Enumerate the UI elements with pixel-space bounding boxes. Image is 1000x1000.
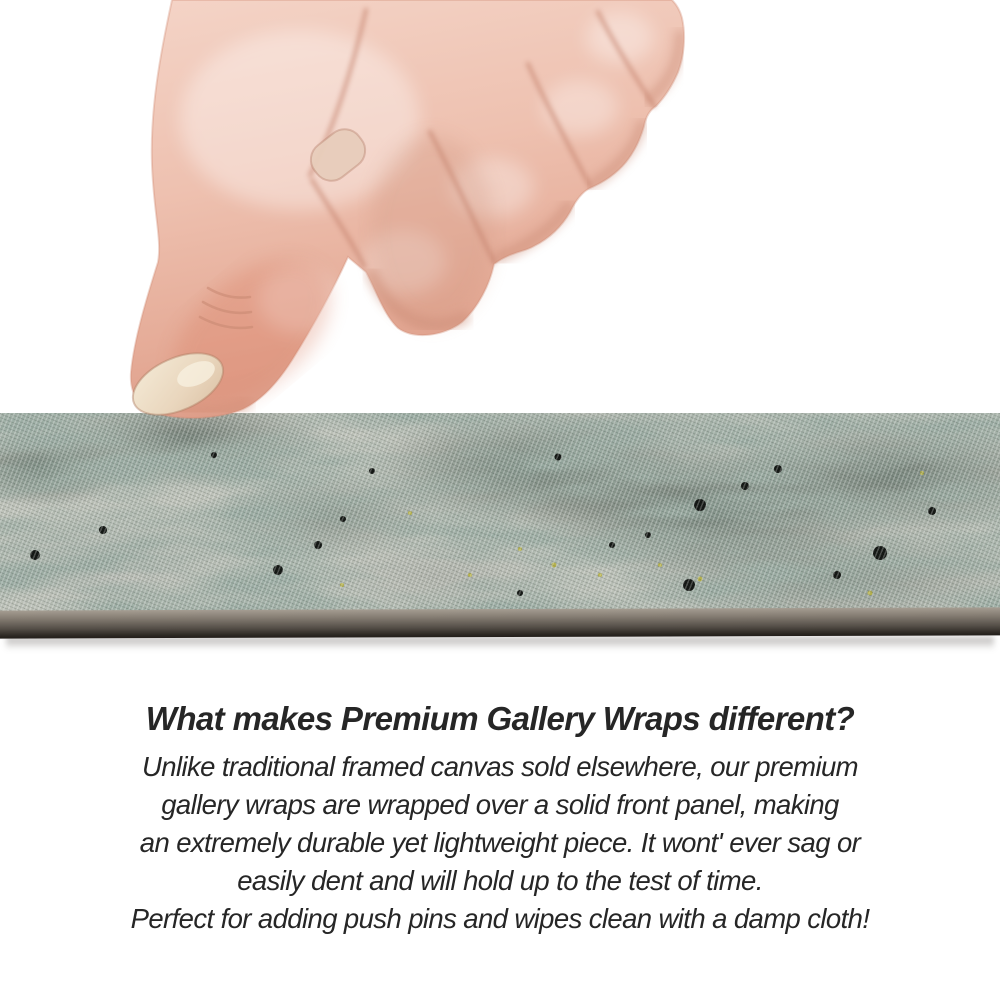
canvas-side-edge <box>0 607 1000 638</box>
body-line-5: Perfect for adding push pins and wipes clean with a damp cloth! <box>130 903 870 934</box>
body-line-4: easily dent and will hold up to the test of time. <box>237 865 763 896</box>
hand-photo <box>0 0 1000 440</box>
canvas-drop-shadow <box>6 637 994 650</box>
body-line-3: an extremely durable yet lightweight piece. It wont' ever sag or <box>139 827 861 858</box>
body-line-2: gallery wraps are wrapped over a solid front panel, making <box>161 789 839 820</box>
canvas-edge-photo <box>0 413 1000 653</box>
canvas-weave-overlay <box>0 413 1000 611</box>
description-text <box>0 700 1000 938</box>
heading: What makes Premium Gallery Wraps different? <box>145 700 855 737</box>
body-line-1: Unlike traditional framed canvas sold elsewhere, our premium <box>141 751 858 782</box>
